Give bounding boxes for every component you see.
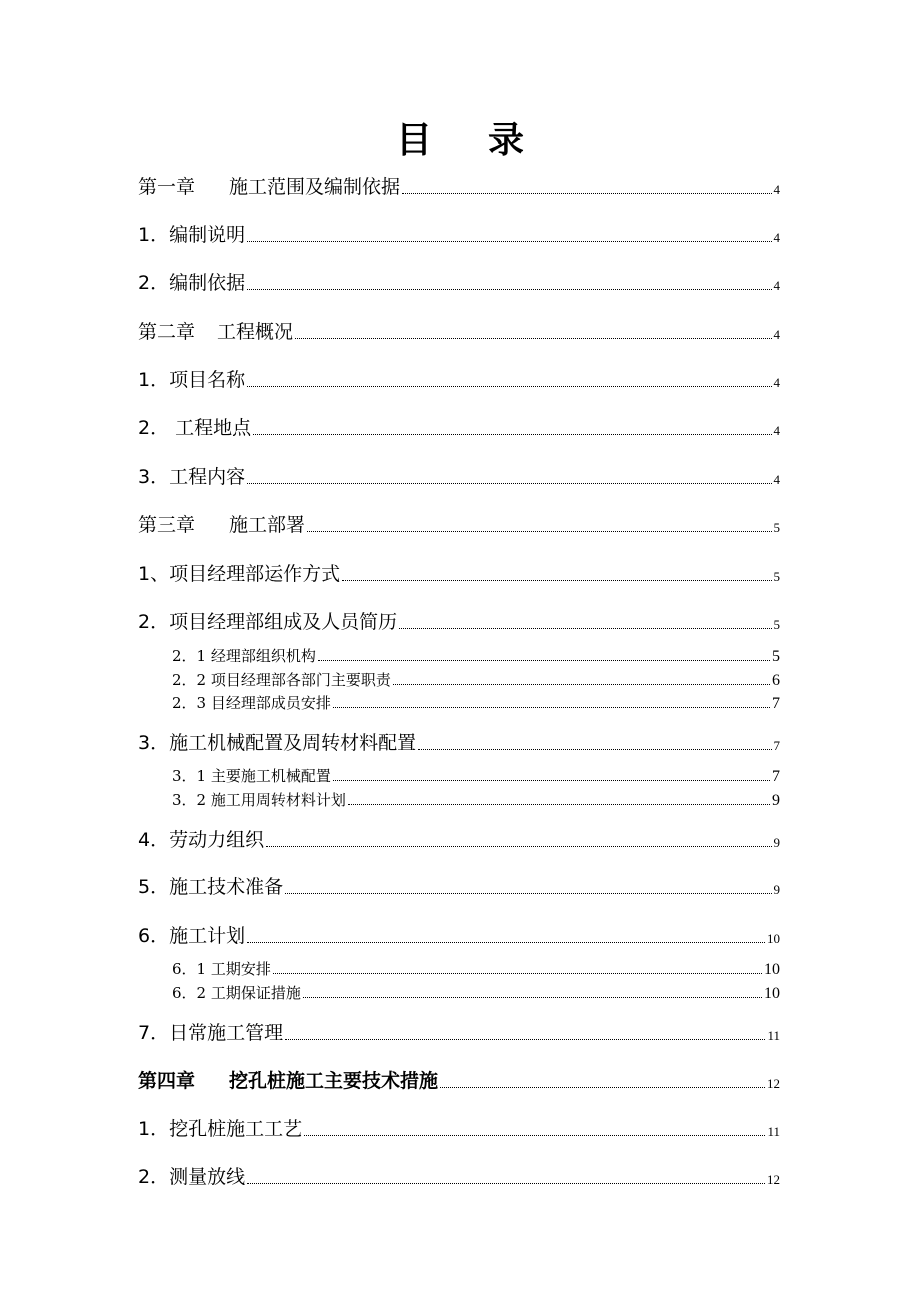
toc-entry-3-3-1[interactable] [172, 765, 780, 786]
toc-leader-dots [418, 748, 771, 750]
toc-entry-label: 6．2 工期保证措施 [172, 984, 301, 1002]
toc-entry-label: 1．项目名称 [138, 369, 246, 391]
toc-leader-dots [318, 659, 770, 661]
toc-entry-3-6-1[interactable] [172, 958, 780, 979]
toc-entry-3-2[interactable] [138, 607, 780, 634]
toc-page-number: 12 [767, 1076, 780, 1091]
toc-entry-label: 2．2 项目经理部各部门主要职责 [172, 671, 391, 689]
toc-entry-label: 5．施工技术准备 [138, 876, 284, 898]
toc-page-number: 7 [772, 768, 780, 785]
toc-leader-dots [348, 803, 770, 805]
toc-page-number: 7 [773, 738, 780, 753]
toc-entry-label: 3．施工机械配置及周转材料配置 [138, 732, 417, 754]
toc-title [0, 112, 920, 163]
toc-leader-dots [333, 779, 770, 781]
toc-leader-dots [247, 240, 771, 242]
toc-page-number: 9 [773, 882, 780, 897]
toc-leader-dots [247, 1182, 765, 1184]
toc-entry-label: 2．1 经理部组织机构 [172, 647, 316, 665]
toc-page-number: 4 [773, 472, 780, 487]
toc-entry-2-1[interactable] [138, 365, 780, 392]
toc-leader-dots [304, 1134, 765, 1136]
toc-entry-label: 1、项目经理部运作方式 [138, 563, 341, 585]
toc-page-number: 4 [773, 327, 780, 342]
toc-chapter-title: 施工范围及编制依据 [229, 176, 401, 198]
toc-entry-3-7[interactable] [138, 1018, 780, 1045]
toc-entry-label: 1．挖孔桩施工工艺 [138, 1118, 303, 1140]
toc-title-char-1: 目 [395, 119, 432, 161]
toc-leader-dots [402, 192, 771, 194]
toc-chapter-label: 第四章 [138, 1070, 196, 1092]
toc-leader-dots [399, 627, 771, 629]
toc-entry-3-2-1[interactable] [172, 645, 780, 666]
toc-entry-label: 2．3 目经理部成员安排 [172, 694, 331, 712]
toc-page-number: 9 [773, 835, 780, 850]
toc-chapter-label: 第二章 [138, 321, 196, 343]
toc-leader-dots [285, 1038, 765, 1040]
toc-page-number: 4 [773, 182, 780, 197]
toc-page-number: 7 [772, 695, 780, 712]
toc-leader-dots [266, 845, 771, 847]
toc-entry-label: 2．项目经理部组成及人员简历 [138, 611, 398, 633]
toc-leader-dots [307, 530, 771, 532]
toc-leader-dots [247, 385, 771, 387]
toc-entry-label: 7．日常施工管理 [138, 1022, 284, 1044]
toc-leader-dots [247, 941, 765, 943]
toc-leader-dots [333, 706, 770, 708]
toc-page-number: 4 [773, 278, 780, 293]
toc-entry-1-1[interactable] [138, 220, 780, 247]
toc-entry-3-5[interactable] [138, 872, 780, 899]
toc-page-number: 5 [773, 569, 780, 584]
toc-chapter-title: 施工部署 [229, 514, 306, 536]
toc-entry-label: 6．施工计划 [138, 925, 246, 947]
toc-chapter-label: 第一章 [138, 176, 196, 198]
toc-leader-dots [393, 683, 770, 685]
toc-leader-dots [247, 482, 771, 484]
toc-leader-dots [303, 996, 762, 998]
toc-page-number: 5 [773, 520, 780, 535]
toc-entry-2-2[interactable] [138, 413, 780, 440]
toc-entry-3-6-2[interactable] [172, 982, 780, 1003]
toc-entry-3-6[interactable] [138, 921, 780, 948]
toc-leader-dots [440, 1086, 765, 1088]
toc-leader-dots [342, 579, 771, 581]
toc-entry-2-3[interactable] [138, 462, 780, 489]
toc-entry-label: 6．1 工期安排 [172, 960, 271, 978]
toc-entry-chapter-2[interactable] [138, 317, 780, 344]
toc-entry-3-4[interactable] [138, 825, 780, 852]
toc-chapter-title: 工程概况 [217, 321, 294, 343]
toc-page-number: 10 [764, 961, 780, 978]
toc-page-number: 5 [773, 617, 780, 632]
toc-entry-3-2-2[interactable] [172, 669, 780, 690]
toc-entry-chapter-4[interactable] [138, 1066, 780, 1093]
toc-leader-dots [247, 288, 771, 290]
toc-page-number: 4 [773, 375, 780, 390]
toc-entry-label: 3．1 主要施工机械配置 [172, 767, 331, 785]
toc-leader-dots [253, 433, 771, 435]
toc-title-char-2: 录 [488, 119, 525, 161]
toc-page-number: 10 [764, 985, 780, 1002]
toc-entry-label: 3．2 施工用周转材料计划 [172, 791, 346, 809]
toc-entry-3-3[interactable] [138, 728, 780, 755]
toc-entry-label: 1．编制说明 [138, 224, 246, 246]
toc-entry-4-1[interactable] [138, 1114, 780, 1141]
toc-page-number: 4 [773, 230, 780, 245]
toc-page-number: 11 [767, 1028, 780, 1043]
toc-leader-dots [295, 337, 771, 339]
toc-page-number: 4 [773, 423, 780, 438]
toc-chapter-label: 第三章 [138, 514, 196, 536]
toc-entry-label: 3．工程内容 [138, 466, 246, 488]
toc-page-number: 11 [767, 1124, 780, 1139]
toc-page-number: 6 [772, 672, 780, 689]
toc-entry-3-1[interactable] [138, 559, 780, 586]
toc-page-number: 12 [767, 1172, 780, 1187]
toc-page-number: 9 [772, 792, 780, 809]
toc-leader-dots [285, 892, 771, 894]
toc-page-number: 5 [772, 648, 780, 665]
toc-leader-dots [273, 972, 762, 974]
toc-entry-chapter-1[interactable] [138, 172, 780, 199]
toc-entry-4-2[interactable] [138, 1162, 780, 1189]
toc-entry-1-2[interactable] [138, 268, 780, 295]
toc-entry-label: 2． 工程地点 [138, 417, 252, 439]
toc-entry-chapter-3[interactable] [138, 510, 780, 537]
toc-entry-3-3-2[interactable] [172, 789, 780, 810]
toc-entry-3-2-3[interactable] [172, 692, 780, 713]
toc-entry-label: 2．测量放线 [138, 1166, 246, 1188]
toc-entry-label: 4．劳动力组织 [138, 829, 265, 851]
toc-page-number: 10 [767, 931, 780, 946]
toc-chapter-title: 挖孔桩施工主要技术措施 [229, 1070, 439, 1092]
toc-entry-label: 2．编制依据 [138, 272, 246, 294]
